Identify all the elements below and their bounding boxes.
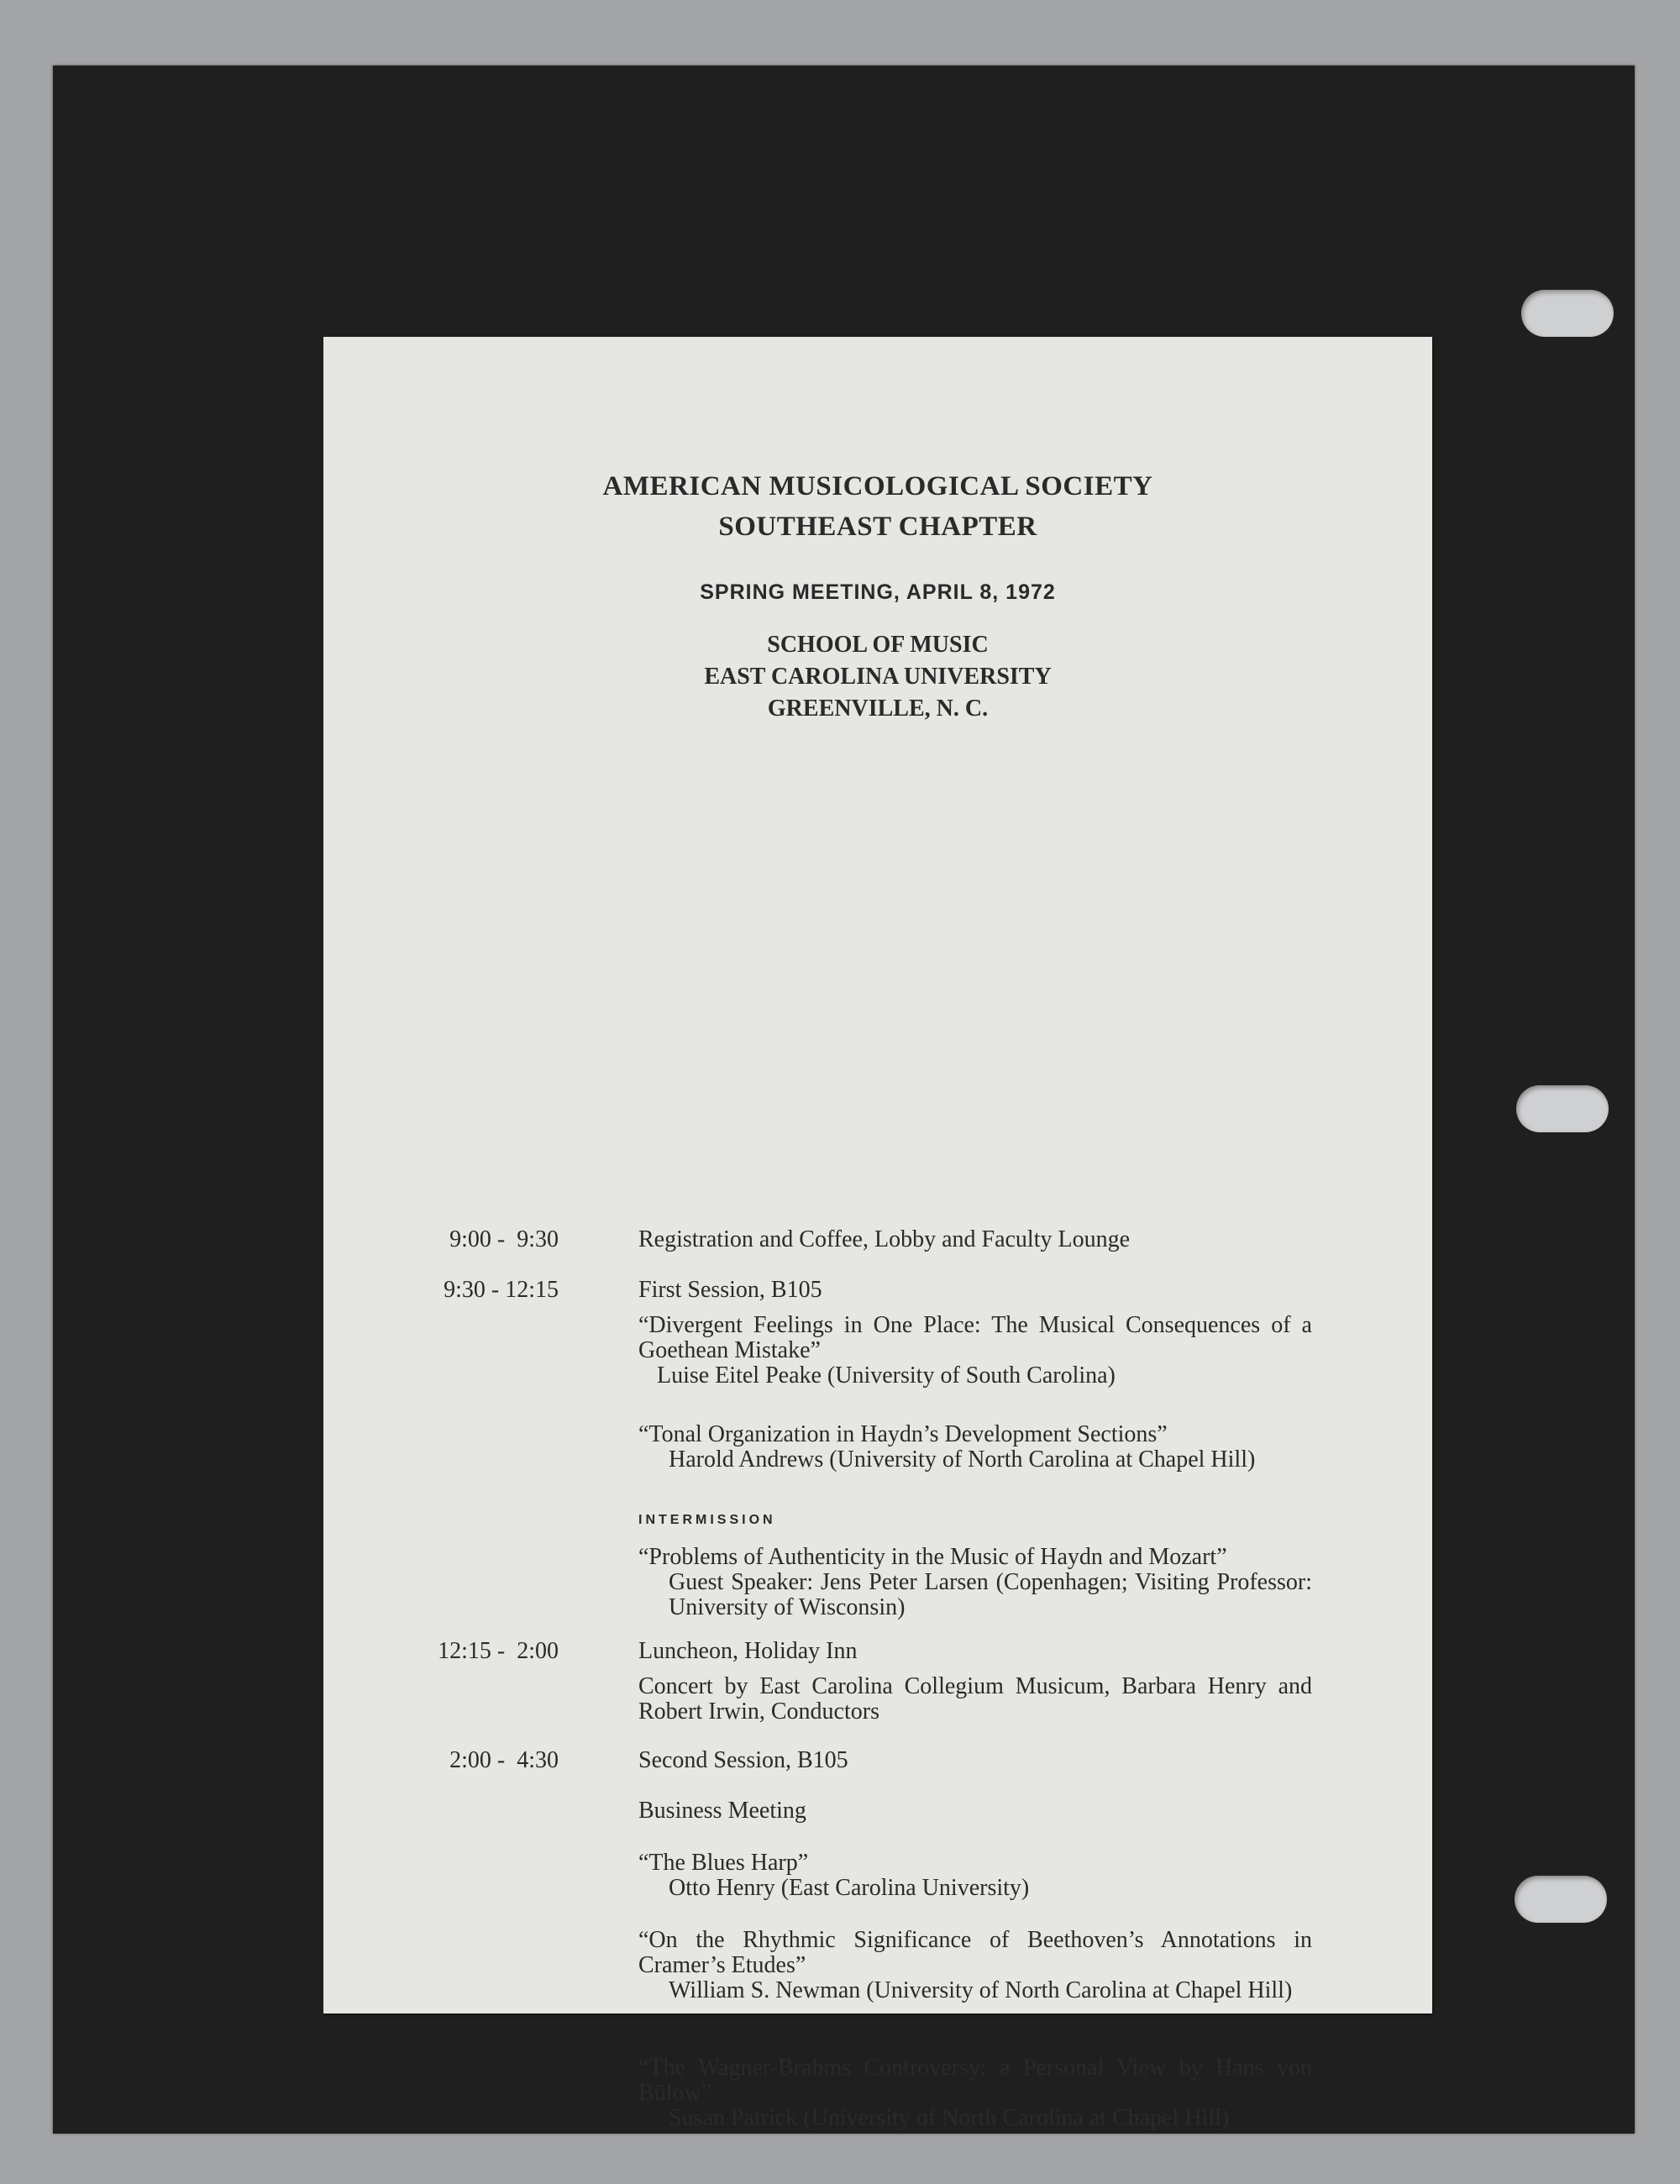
paper-title: “Problems of Authenticity in the Music of Haydn and Mozart” bbox=[638, 1544, 1227, 1570]
binder-hole-middle bbox=[1516, 1085, 1609, 1132]
location-line1: SCHOOL OF MUSIC bbox=[767, 632, 989, 658]
paper-speaker: Guest Speaker: Jens Peter Larsen (Copenhagen; Visiting Professor: University of Wisconsin) bbox=[669, 1569, 1312, 1620]
schedule-entry: Registration and Coffee, Lobby and Faculty Lounge bbox=[638, 1226, 1131, 1252]
schedule-entry: Second Session, B105 bbox=[638, 1747, 848, 1773]
schedule-entry: Business Meeting bbox=[638, 1798, 806, 1824]
schedule-entry: Luncheon, Holiday Inn bbox=[638, 1638, 858, 1664]
location-line2: EAST CAROLINA UNIVERSITY bbox=[704, 664, 1052, 690]
program-sheet bbox=[323, 337, 1432, 2131]
paper-speaker: Luise Eitel Peake (University of South Carolina) bbox=[657, 1362, 1116, 1389]
paper-title: “Tonal Organization in Haydn’s Development Sections” bbox=[638, 1421, 1168, 1447]
paper-speaker: Harold Andrews (University of North Carolina at Chapel Hill) bbox=[669, 1446, 1256, 1473]
paper-title: “On the Rhythmic Significance of Beethoven’s Annotations in Cramer’s Etudes” bbox=[638, 1927, 1312, 1978]
location-line3: GREENVILLE, N. C. bbox=[767, 696, 989, 722]
paper-title: “The Blues Harp” bbox=[638, 1850, 809, 1876]
binder-hole-bottom bbox=[1515, 1876, 1607, 1923]
paper-speaker: Otto Henry (East Carolina University) bbox=[669, 1875, 1030, 1901]
org-name-line2: SOUTHEAST CHAPTER bbox=[718, 512, 1037, 542]
org-name-line1: AMERICAN MUSICOLOGICAL SOCIETY bbox=[602, 471, 1153, 501]
schedule-entry: First Session, B105 bbox=[638, 1277, 822, 1303]
paper-speaker-wrap bbox=[638, 1363, 1312, 1389]
paper-speaker-wrap bbox=[638, 1978, 1312, 2003]
black-mounting-board bbox=[53, 66, 1635, 2134]
paper-speaker: William S. Newman (University of North Carolina at Chapel Hill) bbox=[669, 1977, 1293, 2003]
intermission-label: INTERMISSION bbox=[638, 1513, 776, 1527]
time-slot: 9:30 - 12:15 bbox=[444, 1277, 559, 1303]
paper-title: “Divergent Feelings in One Place: The Musical Consequences of a Goethean Mistake” bbox=[638, 1312, 1312, 1363]
schedule-entry: Concert by East Carolina Collegium Musicum, Barbara Henry and Robert Irwin, Conductors bbox=[638, 1673, 1312, 1725]
time-slot: 2:00 - 4:30 bbox=[449, 1747, 559, 1773]
paper-title: “The Wagner-Brahms Controversy: a Personal View by Hans von Bülow” bbox=[638, 2055, 1312, 2106]
paper-speaker-wrap bbox=[638, 2106, 1312, 2131]
binder-hole-top bbox=[1521, 290, 1614, 337]
meeting-date: SPRING MEETING, APRIL 8, 1972 bbox=[700, 580, 1056, 604]
paper-speaker: Susan Patrick (University of North Carolina at Chapel Hill) bbox=[669, 2105, 1230, 2131]
paper-speaker-wrap bbox=[638, 1876, 1312, 1901]
paper-speaker-wrap bbox=[638, 1570, 1312, 1620]
time-slot: 9:00 - 9:30 bbox=[449, 1226, 559, 1252]
paper-speaker-wrap bbox=[638, 1447, 1312, 1473]
time-slot: 12:15 - 2:00 bbox=[438, 1638, 559, 1664]
